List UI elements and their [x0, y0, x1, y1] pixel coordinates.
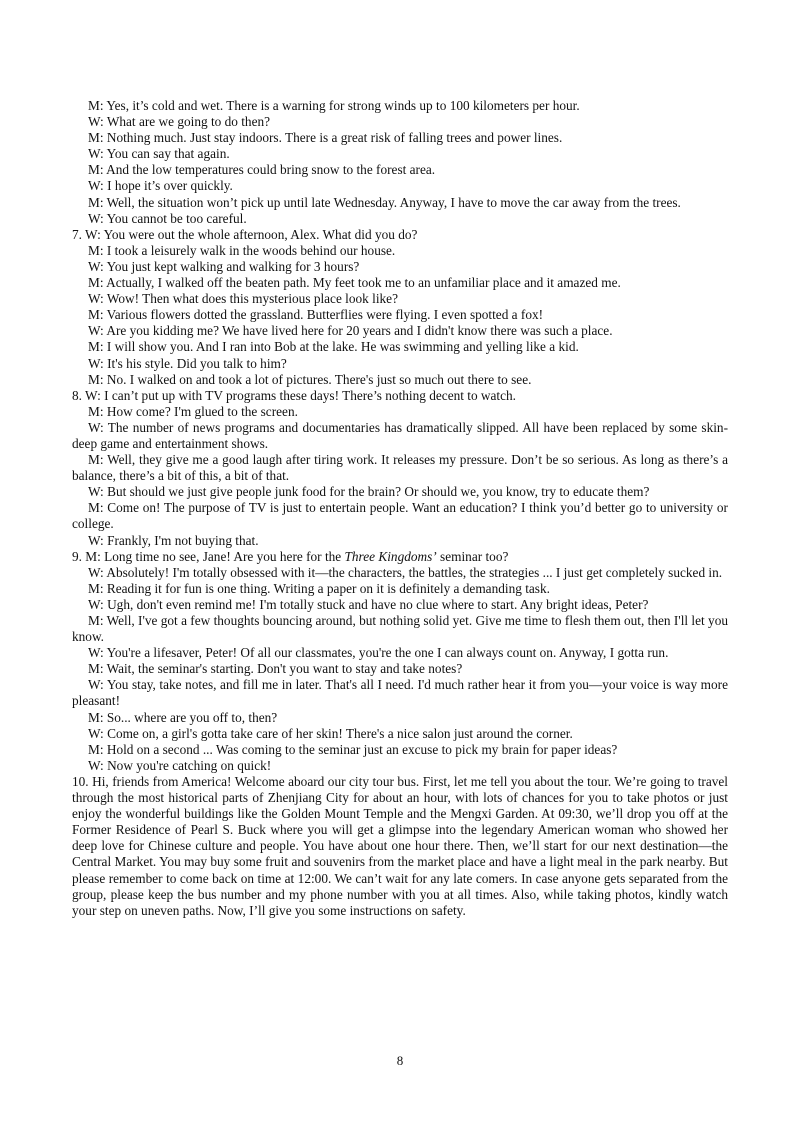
dialogue-line: M: Actually, I walked off the beaten path. My feet took me to an unfamiliar place and it amazed me.	[88, 275, 621, 291]
question-9-start	[72, 549, 728, 565]
dialogue-line: M: How come? I'm glued to the screen.	[88, 403, 298, 419]
dialogue-paragraph: M: Come on! The purpose of TV is just to entertain people. Want an education? I think you’d better go to university or college.	[72, 500, 728, 532]
dialogue-line: M: Yes, it’s cold and wet. There is a warning for strong winds up to 100 kilometers per hour.	[88, 98, 580, 113]
dialogue-line: M: Reading it for fun is one thing. Writing a paper on it is definitely a demanding task.	[88, 580, 550, 596]
dialogue-line: M: And the low temperatures could bring snow to the forest area.	[88, 162, 436, 178]
dialogue-paragraph: W: You stay, take notes, and fill me in later. That's all I need. I'd much rather hear it from you—your voice is way more pleasant!	[72, 677, 728, 709]
dialogue-line: W: Now you're catching on quick!	[88, 757, 272, 773]
question-9-text-a: 9. M: Long time no see, Jane! Are you here for the	[72, 548, 345, 564]
dialogue-line: W: But should we just give people junk food for the brain? Or should we, you know, try to educate them?	[88, 484, 650, 500]
dialogue-line: M: Wait, the seminar's starting. Don't you want to stay and take notes?	[88, 661, 463, 677]
dialogue-line: M: Various flowers dotted the grassland. Butterflies were flying. I even spotted a fox!	[88, 307, 544, 323]
dialogue-line: W: You can say that again.	[88, 146, 230, 162]
dialogue-line: W: You just kept walking and walking for 3 hours?	[88, 258, 360, 274]
dialogue-paragraph: M: Well, they give me a good laugh after tiring work. It releases my pressure. Don’t be so serious. As long as there’s a balance, there’s a bit of this, a bit of that.	[72, 452, 728, 484]
dialogue-line: M: I took a leisurely walk in the woods behind our house.	[88, 242, 396, 258]
dialogue-line: W: I hope it’s over quickly.	[88, 178, 233, 194]
question-9-text-b: seminar too?	[436, 548, 509, 564]
dialogue-line: W: Ugh, don't even remind me! I'm totally stuck and have no clue where to start. Any bright ideas, Peter?	[88, 596, 649, 612]
dialogue-line: W: What are we going to do then?	[88, 114, 271, 130]
dialogue-line: W: You cannot be too careful.	[88, 210, 247, 226]
question-10-monologue: 10. Hi, friends from America! Welcome aboard our city tour bus. First, let me tell you about the tour. We’re going to travel through the most historical parts of Zhenjiang City for about an hour, with lots of chances for you to take photos or just enjoy the wonderful buildings like the Golden Mount Temple and the Mengxi Garden. At 09:30, we’ll drop you off at the Former Residence of Pearl S. Buck where you will get a glimpse into the legendary American woman who showed her deep love for Chinese culture and people. You have about one hour there. Then, we’ll start for our next destination—the Central Market. You may buy some fruit and souvenirs from the market place and have a light meal in the park nearby. But please remember to come back on time at 12:00. We can’t wait for any late comers. In case anyone gets separated from the group, please keep the bus number and my phone number with you at all times. Also, while taking photos, kindly watch your step on uneven paths. Now, I’ll give you some instructions on safety.	[72, 773, 728, 918]
dialogue-line: M: Hold on a second ... Was coming to the seminar just an excuse to pick my brain for paper ideas?	[88, 741, 618, 757]
question-7-start: 7. W: You were out the whole afternoon, Alex. What did you do?	[72, 226, 418, 242]
dialogue-paragraph: W: The number of news programs and documentaries has dramatically slipped. All have been replaced by some skin-deep game and entertainment shows.	[72, 419, 728, 451]
dialogue-line: M: Well, the situation won’t pick up until late Wednesday. Anyway, I have to move the car away from the trees.	[88, 194, 681, 210]
page-number: 8	[396, 1053, 404, 1068]
dialogue-line: W: Wow! Then what does this mysterious place look like?	[88, 291, 398, 307]
dialogue-paragraph: M: Well, I've got a few thoughts bouncing around, but nothing solid yet. Give me time to flesh them out, then I'll let you know.	[72, 613, 728, 645]
dialogue-line: W: Come on, a girl's gotta take care of her skin! There's a nice salon just around the corner.	[88, 725, 573, 741]
dialogue-line: W: Are you kidding me? We have lived here for 20 years and I didn't know there was such a place.	[88, 323, 613, 339]
question-8-start: 8. W: I can’t put up with TV programs these days! There’s nothing decent to watch.	[72, 387, 516, 403]
dialogue-line: M: So... where are you off to, then?	[88, 709, 278, 725]
dialogue-line: W: It's his style. Did you talk to him?	[88, 355, 287, 371]
book-title: Three Kingdoms’	[344, 548, 437, 564]
dialogue-line: M: I will show you. And I ran into Bob at the lake. He was swimming and yelling like a kid.	[88, 339, 579, 355]
dialogue-line: M: No. I walked on and took a lot of pictures. There's just so much out there to see.	[88, 371, 532, 387]
dialogue-paragraph: W: Absolutely! I'm totally obsessed with it—the characters, the battles, the strategies ... I just get completely sucked in.	[88, 564, 723, 580]
dialogue-line: W: Frankly, I'm not buying that.	[88, 532, 259, 548]
dialogue-line: W: You're a lifesaver, Peter! Of all our classmates, you're the one I can always count on. Anyway, I gotta run.	[88, 645, 669, 661]
dialogue-line: M: Nothing much. Just stay indoors. There is a great risk of falling trees and power lines.	[88, 130, 563, 146]
